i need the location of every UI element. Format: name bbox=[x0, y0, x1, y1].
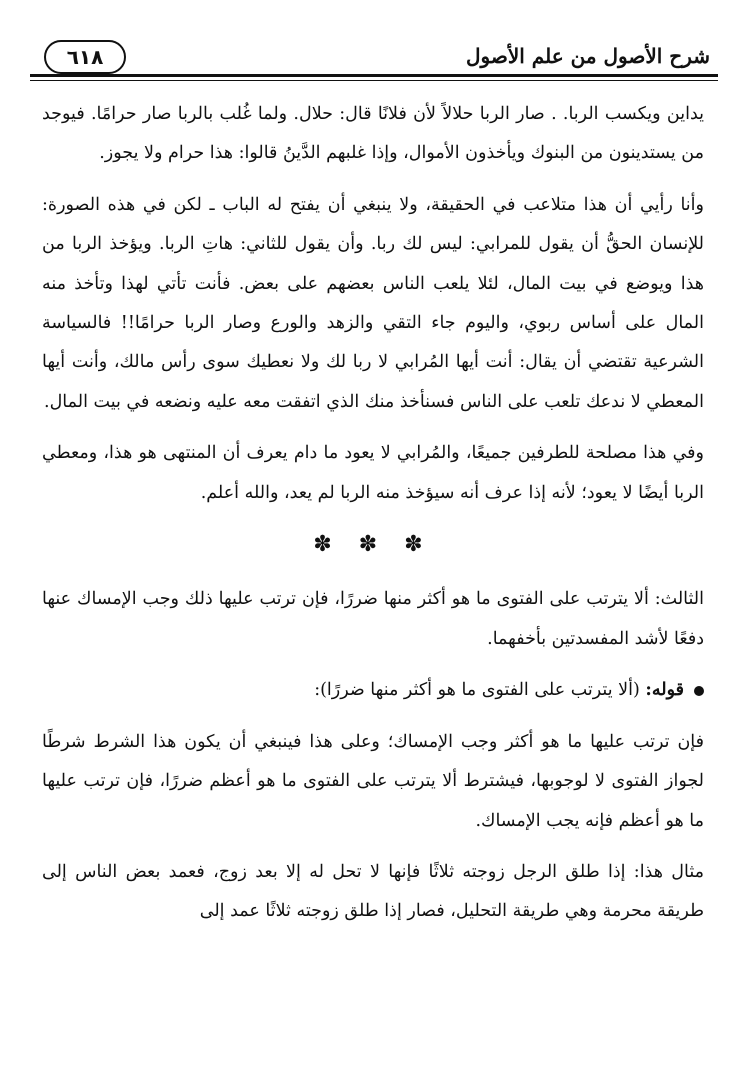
running-title: شرح الأصول من علم الأصول bbox=[466, 44, 710, 68]
paragraph-5 bbox=[42, 671, 704, 710]
paragraph-4: الثالث: ألا يترتب على الفتوى ما هو أكثر منها ضررًا، فإن ترتب عليها ذلك وجب الإمساك عنها دفعًا لأشد المفسدتين بأخفهما. bbox=[42, 589, 704, 649]
paragraph-7: مثال هذا: إذا طلق الرجل زوجته ثلاثًا فإنها لا تحل له إلا بعد زوج، فعمد بعض الناس إلى طريقة محرمة وهي طريقة التحليل، فصار إذا طلق زوجته ثلاثًا عمد إلى bbox=[42, 861, 704, 922]
quote-label: قوله: bbox=[645, 680, 684, 701]
quote-text: (ألا يترتب على الفتوى ما هو أكثر منها ضررًا): bbox=[314, 680, 640, 701]
page-body bbox=[42, 95, 704, 944]
paragraph-6: فإن ترتب عليها ما هو أكثر وجب الإمساك؛ وعلى هذا فينبغي أن يكون هذا الشرط شرطًا لجواز الفتوى لا لوجوبها، فيشترط ألا يترتب على الفتوى ما هو أعظم ضررًا، فإن ترتب عليها ما هو أعظم فإنه يجب الإمساك. bbox=[42, 731, 704, 831]
paragraph-3: وفي هذا مصلحة للطرفين جميعًا، والمُرابي لا يعود ما دام يعرف أن المنتهى هو هذا، ومعطي الربا أيضًا لا يعود؛ لأنه إذا عرف أنه سيؤخذ منه الربا لم يعد، والله أعلم. bbox=[42, 443, 704, 503]
page-number: ٦١٨ bbox=[44, 40, 126, 74]
header-rule-thin bbox=[30, 80, 718, 81]
page-header bbox=[30, 36, 718, 82]
section-divider-stars: ✽ ✽ ✽ bbox=[313, 532, 433, 558]
paragraph-2: وأنا رأيي أن هذا متلاعب في الحقيقة، ولا ينبغي أن يفتح له الباب ـ لكن في هذه الصورة: للإنسان الحقُّ أن يقول للمرابي: ليس لك ربا. وأن يقول للثاني: هاتِ الربا. ويؤخذ الربا من هذا ويوضع في بيت المال، لئلا يلعب الناس بعضهم على بعض. فأنت تأتي لهذا وتأخذ منه المال على أساس ربوي، واليوم جاء التقي والزهد والورع وصار الربا حرامًا!! فالسياسة الشرعية تقتضي أن يقال: أنت أيها المُرابي لا ربا لك ولا نعطيك سوى رأس مالك، وأنت أيها المعطي لا ندعك تلعب على الناس فسنأخذ منك الذي اتفقت معه عليه ونضعه في بيت المال. bbox=[42, 194, 704, 412]
paragraph-1: يداين ويكسب الربا. . صار الربا حلالاً لأن فلانًا قال: حلال. ولما غُلب بالربا صار حرامًا. فيوجد من يستدينون من البنوك ويأخذون الأموال، وإذا غلبهم الدَّينُ قالوا: هذا حرام ولا يجوز. bbox=[42, 104, 704, 164]
bullet-icon bbox=[694, 686, 704, 696]
header-rule-thick bbox=[30, 74, 718, 77]
